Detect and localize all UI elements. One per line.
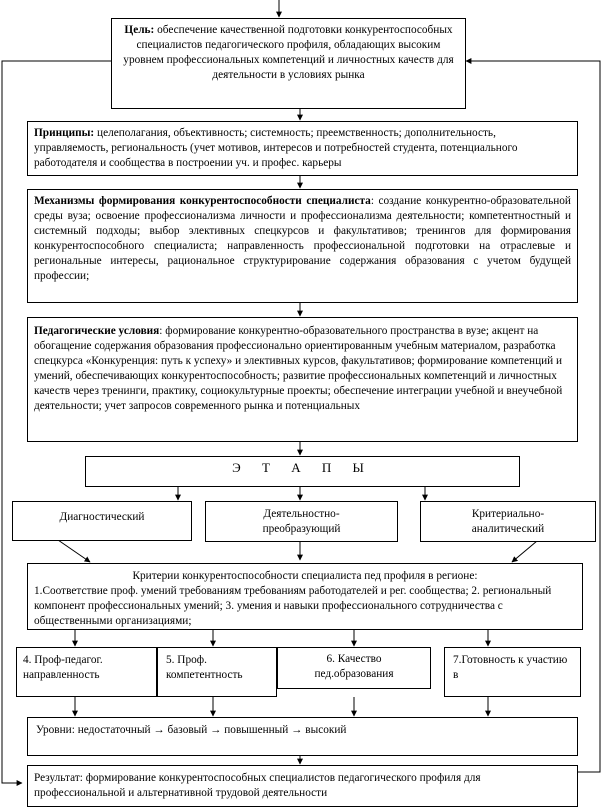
- indicator-readiness-label: 7.Готовность к участию в: [453, 654, 568, 681]
- principles-label: Принципы:: [34, 127, 95, 139]
- indicator-quality-label: 6. Качество пед.образования: [314, 653, 394, 680]
- indicator-competence-label: 5. Проф. компетентность: [166, 654, 243, 681]
- mechanisms-box: [27, 189, 578, 303]
- stages-title: Э Т А П Ы: [232, 460, 373, 475]
- goal-text: обеспечение качественной подготовки конкурентоспособных специалистов педагогического профиля, обладающих высоким уровнем профессиональных компетенций и личностных качеств для деятельности в условиях рынка: [123, 24, 454, 81]
- principles-box: [27, 121, 578, 176]
- indicator-direction: [16, 647, 157, 697]
- conditions-box: [27, 317, 578, 442]
- indicator-readiness: [444, 647, 581, 697]
- arrow-s1-criteria: [58, 540, 90, 562]
- principles-text: целеполагания, объективность; системность; преемственность; дополнительность, управляемость, региональность (учет мотивов, интересов и потребностей студента, потенциального работодателя и сообщества в построении уч. и профес. карьеры: [34, 127, 518, 169]
- goal-box: [111, 18, 466, 109]
- stage-diagnostic: [12, 501, 192, 541]
- arrow-s3-criteria: [512, 541, 537, 562]
- levels-text: Уровни: недостаточный → базовый → повышенный → высокий: [36, 724, 347, 736]
- indicator-competence: [157, 647, 277, 697]
- conditions-label: Педагогические условия: [34, 325, 160, 337]
- criteria-text: 1.Соответствие проф. умений требованиям требованиям работодателей и рег. сообщества; 2. региональный компонент профессиональных умений; 3. умения и навыки профессионального сотрудничества с общественными организациями;: [34, 585, 552, 627]
- stage-analytic: [420, 501, 596, 542]
- goal-label: Цель:: [124, 24, 155, 36]
- indicator-direction-label: 4. Проф-педагог. направленность: [23, 654, 103, 681]
- stage-analytic-label: Критериально-аналитический: [471, 508, 545, 535]
- result-text: Результат: формирование конкурентоспособных специалистов педагогического профиля для профессиональной и альтернативной трудовой деятельности: [34, 772, 481, 799]
- result-box: [27, 765, 578, 807]
- stage-transforming-label: Деятельностно-преобразующий: [262, 508, 341, 535]
- stage-diagnostic-label: Диагностический: [59, 511, 145, 523]
- stage-transforming: [205, 501, 398, 542]
- mechanisms-label: Механизмы формирования конкурентоспособности специалиста: [34, 195, 371, 207]
- indicator-quality: [277, 647, 431, 689]
- criteria-box: [27, 563, 583, 630]
- stages-box: [85, 456, 520, 487]
- conditions-text: : формирование конкурентно-образовательного пространства в вузе; акцент на обогащение содержания образования профессионально ориентированным учебным материалом, разработка спецкурса «Конкуренция: путь к успеху» и элективных курсов, факультативов; формирование компетенций и умений, обеспечивающих конкурентоспособность; развитие профессиональных компетенций и личностных качеств через тренинги, практику, социокультурные проекты; обеспечение интеграции учебной и внеучебной деятельности; учет запросов современного рынка и потенциальных: [34, 325, 563, 412]
- mechanisms-text: : создание конкурентно-образовательной среды вуза; освоение профессионализма личности и профессионализма деятельности; компетентностный и системный подходы; выбор элективных спецкурсов и факультативов; тренингов для формирования конкурентоспособного специалиста; направленность профессиональной подготовки на отраслевые и региональные интересы, рациональное структурирование содержания образования с учетом будущей профессии;: [34, 195, 571, 282]
- criteria-title: Критерии конкурентоспособности специалиста пед профиля в регионе:: [132, 570, 478, 582]
- levels-box: [27, 717, 578, 756]
